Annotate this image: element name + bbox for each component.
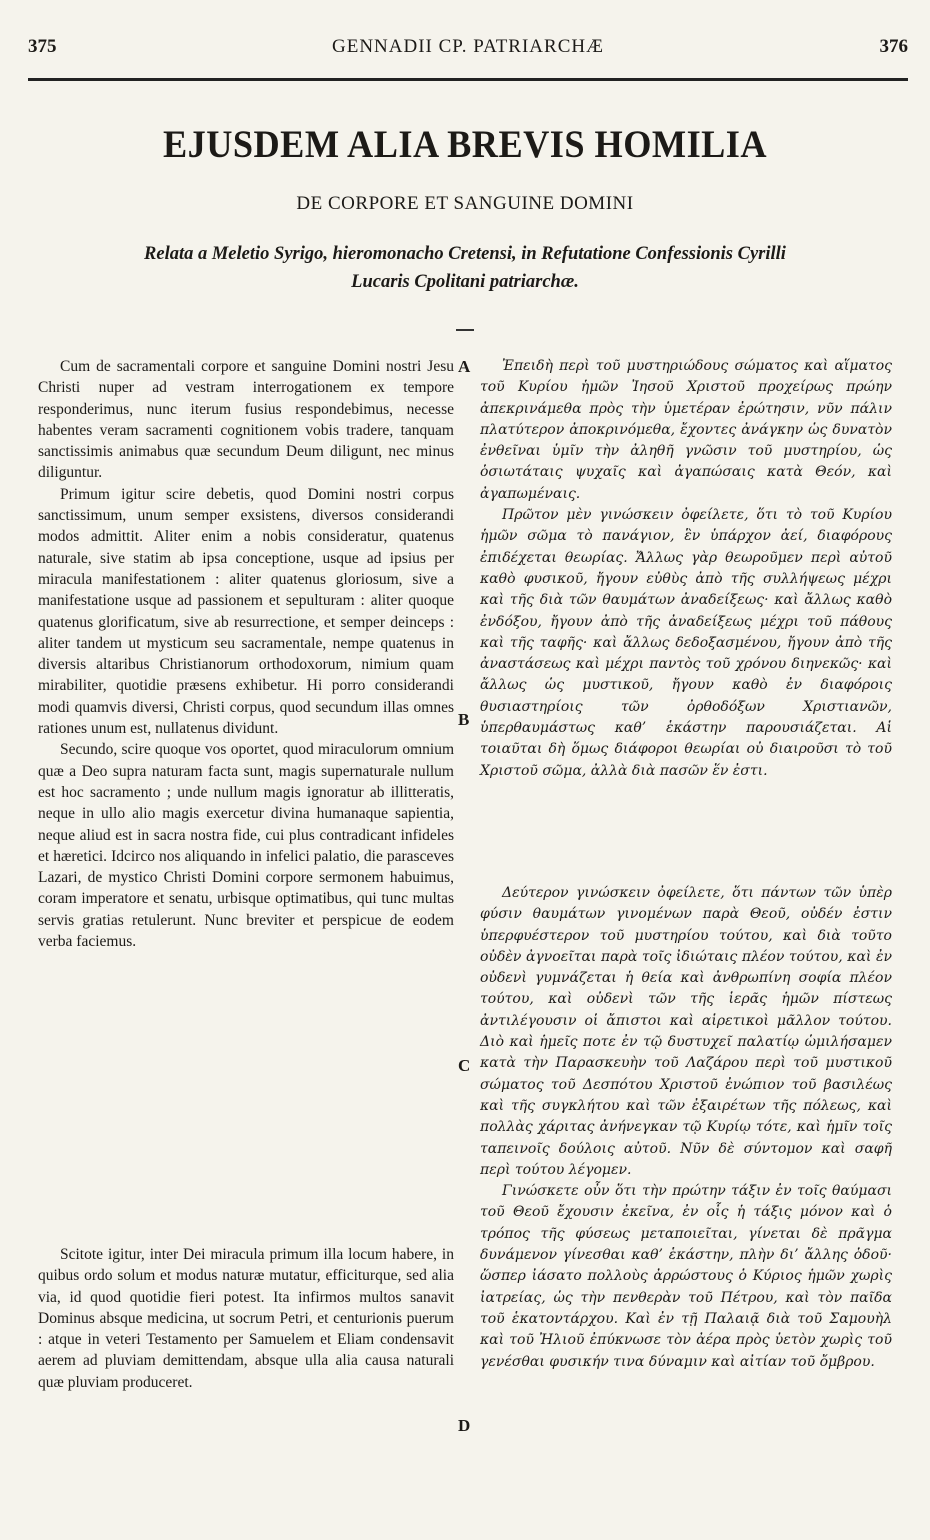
greek-column-top — [480, 356, 892, 782]
latin-paragraph: Secundo, scire quoque vos oportet, quod miraculorum omnium quæ a Deo supra naturam facta sunt, magis supernaturale nullum est hoc sacramento ; unde nullum magis ignoratur ab illitteratis, neque in ullo alio magis exercetur divina humanaque sapientia, neque aliud est in sacra nostra fide, cui plus contradicant infideles et hæretici. Idcirco nos aliquando in infelici palatio, die parasceves Lazari, de mystico Christi Domini corpore sermonem habuimus, coram imperatore et senatu, urbisque optimatibus, qui tunc multas servis gratias retulerunt. Nunc breviter et perspicue de eodem verba faciemus. — [38, 741, 454, 951]
byline — [60, 240, 870, 296]
page-title: EJUSDEM ALIA BREVIS HOMILIA — [162, 123, 768, 166]
page-number-right: 376 — [879, 36, 908, 57]
header-rule — [28, 78, 908, 81]
latin-column-bottom — [38, 1244, 454, 1393]
latin-paragraph: Cum de sacramentali corpore et sanguine Domini nostri Jesu Christi nuper ad vestram interrogationem ex tempore responderimus, nunc iterum fusius respondebimus, necesse habentes veram sacramenti cognitionem vobis tradere, tanquam sanctissimis animabus quæ secundum Deum diligunt, nec minus diliguntur. — [38, 358, 454, 482]
byline-line-2: Lucaris Cpolitani patriarchæ. — [351, 272, 579, 292]
margin-marker-d: D — [458, 1416, 471, 1435]
greek-paragraph: Πρῶτον μὲν γινώσκειν ὀφείλετε, ὅτι τὸ τοῦ Κυρίου ἡμῶν σῶμα τὸ πανάγιον, ἓν ὑπάρχον ἀεί, διαφόρους ἐπιδέχεται θεωρίας. Ἄλλως γὰρ θεωροῦμεν περὶ αὐτοῦ καθὸ φυσικοῦ, ἤγουν εὐθὺς ἀπὸ τῆς συλλήψεως μέχρι καὶ τῆς διὰ τῶν θαυμάτων ἀναδείξεως· καὶ ἄλλως καθὸ ἐνδόξου, ἤγουν ἀπὸ τῆς ἀναδείξεως μέχρι τοῦ πάθους καὶ τῆς ταφῆς· καὶ ἄλλως δεδοξασμένου, ἤγουν ἀπὸ τῆς ἀναστάσεως καὶ μέχρι παντὸς τοῦ χρόνου διηνεκῶς· καὶ ἄλλως ὡς μυστικοῦ, ἤγουν καθὸ ἐν διαφόροις θυσιαστηρίοις τῶν ὀρθοδόξων Χριστιανῶν, ὑπερθαυμάστως καθ’ ἑκάστην παρουσιάζεται. Αἱ τοιαῦται δὴ ὅμως διάφοροι θεωρίαι οὐ διαιροῦσι τὸ τοῦ Χριστοῦ σῶμα, ἀλλὰ διὰ πασῶν ἕν ἐστι. — [480, 507, 892, 779]
latin-paragraph: Primum igitur scire debetis, quod Domini nostri corpus sanctissimum, unum semper exsistens, diversos considerandi modos admittit. Aliter enim a nobis consideratur, quatenus naturale, sive statim ab ipsa conceptione, usque ad ipsius per miracula manifestationem : aliter quatenus gloriosum, sive a manifestatione usque ad passionem et sepulturam : aliter quoque quatenus glorificatum, sive ab resurrectione, et semper deinceps : aliter tandem ut mysticum seu sacramentale, nempe quatenus in diversis altaribus Christianorum orthodoxorum, nimium quam mirabiliter, quotidie præsens exhibetur. Hi porro considerandi modi quamvis diversi, Christi corpus, quod secundum illas omnes rationes unum est, nullatenus dividunt. — [38, 485, 454, 738]
margin-marker-c: C — [458, 1056, 471, 1075]
subtitle: DE CORPORE ET SANGUINE DOMINI — [296, 193, 634, 214]
latin-paragraph: Scitote igitur, inter Dei miracula primum illa locum habere, in quibus ordo solum et modus naturæ mutatur, efficiturque, sed alia via, id quod quotidie fieri potest. Ita infirmos multos sanavit Dominus absque medicina, ut socrum Petri, et centurionis puerum : atque in veteri Testamento per Samuelem et Eliam condensavit aerem ad pluviam demittendam, absque ulla alia causa naturali quæ pluviam produceret. — [38, 1246, 454, 1391]
running-title: GENNADII CP. PATRIARCHÆ — [332, 36, 604, 57]
greek-paragraph: Ἐπειδὴ περὶ τοῦ μυστηριώδους σώματος καὶ αἵματος τοῦ Κυρίου ἡμῶν Ἰησοῦ Χριστοῦ προχείρως πρώην ἀπεκρινάμεθα πρὸς τὴν ὑμετέραν ἐρώτησιν, νῦν πάλιν πλατύτερον ἀποκρινόμεθα, ἔχοντες ἀνάγκην ὡς δυνατὸν ἐνθεῖναι ὑμῖν τὴν ἀληθῆ γνῶσιν τοῦ μυστηρίου, ὡς ὁσιωτάταις ψυχαῖς καὶ ἀγαπώσαις κατὰ Θεόν, καὶ ἀγαπωμέναις. — [480, 358, 892, 502]
byline-line-1: Relata a Meletio Syrigo, hieromonacho Cretensi, in Refutatione Confessionis Cyrilli — [144, 244, 786, 264]
margin-marker-b: B — [458, 710, 470, 729]
page-number-left: 375 — [28, 36, 57, 57]
greek-paragraph: Δεύτερον γινώσκειν ὀφείλετε, ὅτι πάντων τῶν ὑπὲρ φύσιν θαυμάτων γινομένων παρὰ Θεοῦ, οὐδέν ἐστιν ὑπερφυέστερον τοῦ μυστηρίου τούτου, καὶ διὰ τοῦτο οὐδὲν ἀγνοεῖται παρὰ τοῖς ἰδιώταις πλέον τούτου, καὶ ἐν οὐδενὶ γυμνάζεται ἡ θεία καὶ ἀνθρωπίνη σοφία πλέον τούτου, καὶ οὐδενὶ τῶν τῆς ἱερᾶς ἡμῶν πίστεως ἀντιλέγουσιν οἱ ἄπιστοι καὶ αἱρετικοὶ μᾶλλον τούτου. Διὸ καὶ ἡμεῖς ποτε ἐν τῷ δυστυχεῖ παλατίῳ ὡμιλήσαμεν κατὰ τὴν Παρασκευὴν τοῦ Λαζάρου περὶ τοῦ μυστικοῦ σώματος τοῦ Δεσπότου Χριστοῦ ἐνώπιον τοῦ βασιλέως καὶ τῆς συγκλήτου καὶ τῶν ἐξαιρέτων τῆς πόλεως, καὶ πολλὰς χάριτας ἀνήνεγκαν τῷ Κυρίῳ τότε, καὶ ἡμῖν τοῖς ταπεινοῖς δούλοις αὐτοῦ. Νῦν δὲ σύντομον καὶ σαφῆ περὶ τούτου λέγομεν. — [480, 885, 892, 1178]
greek-paragraph: Γινώσκετε οὖν ὅτι τὴν πρώτην τάξιν ἐν τοῖς θαύμασι τοῦ Θεοῦ ἔχουσιν ἐκεῖνα, ἐν οἷς ἡ τάξις μόνον καὶ ὁ τρόπος τῆς φύσεως μεταποιεῖται, γίνεται δὲ πρᾶγμα δυνάμενον γίνεσθαι καθ’ ἑκάστην, πλὴν δι’ ἄλλης ὁδοῦ· ὥσπερ ἰάσατο πολλοὺς ἀρρώστους ὁ Κύριος ἡμῶν χωρὶς ἰατρείας, ὡς τὴν πενθερὰν τοῦ Πέτρου, καὶ τὸν παῖδα τοῦ ἑκατοντάρχου. Καὶ ἐν τῇ Παλαιᾷ διὰ τοῦ Σαμουὴλ καὶ τοῦ Ἠλιοῦ ἐπύκνωσε τὸν ἀέρα πρὸς ὑετὸν χωρὶς τοῦ γενέσθαι φυσικήν τινα δύναμιν καὶ αἰτίαν τοῦ ὄμβρου. — [480, 1183, 892, 1370]
latin-column-top — [38, 356, 454, 952]
margin-marker-a: A — [458, 357, 471, 376]
section-rule — [456, 329, 474, 331]
greek-column-bottom — [480, 883, 892, 1373]
running-head — [28, 36, 908, 60]
